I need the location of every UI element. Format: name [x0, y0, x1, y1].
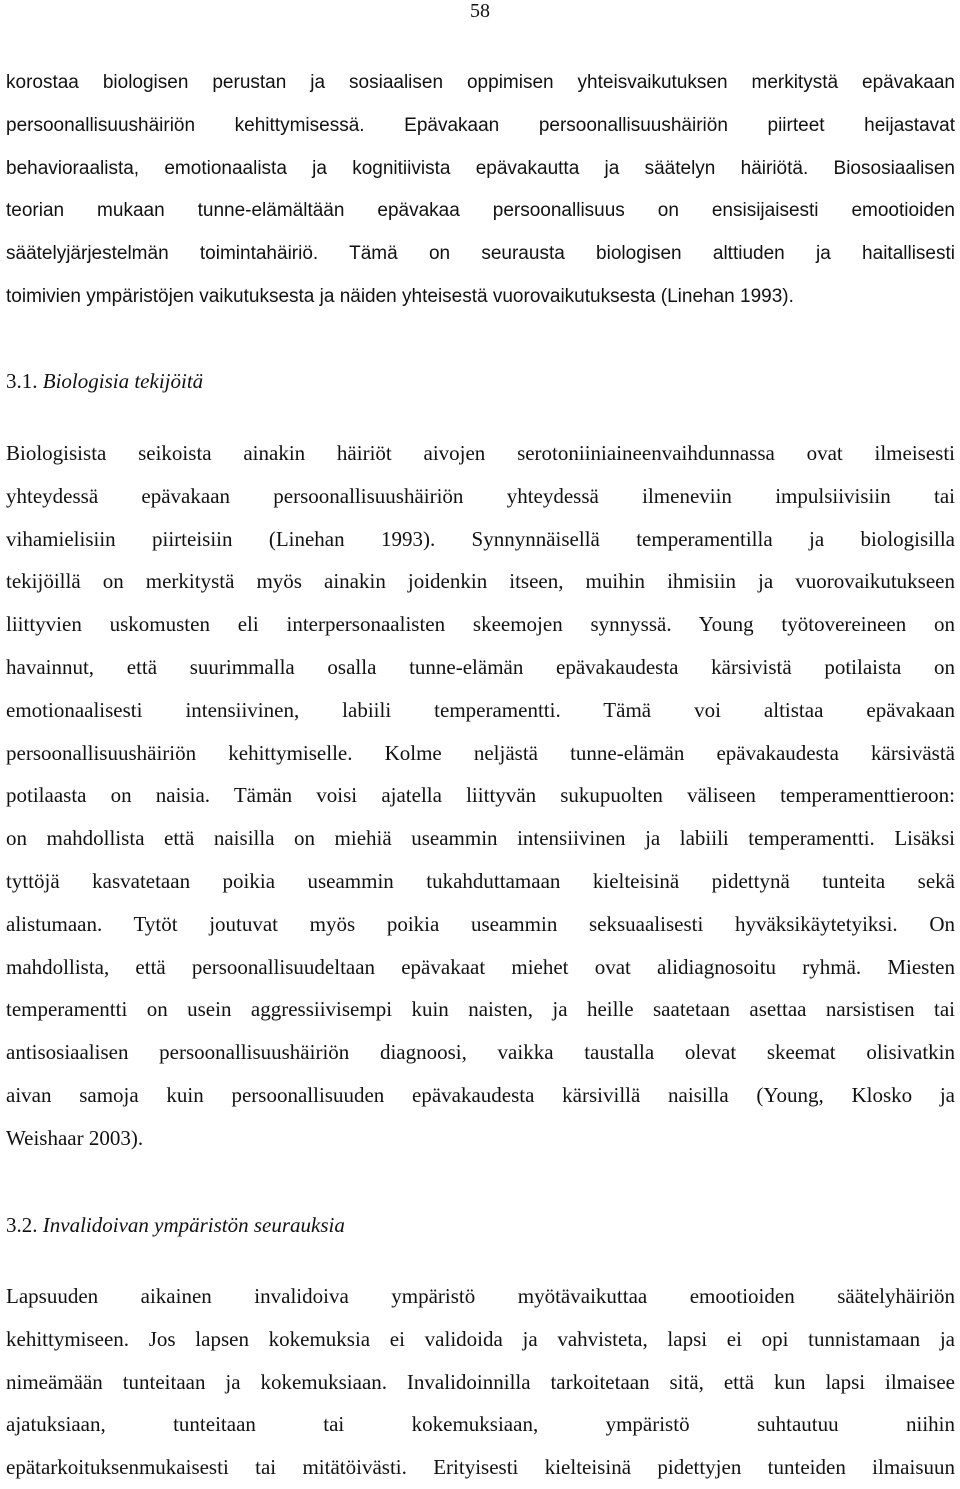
text-line: tyttöjä kasvatetaan poikia useammin tukahduttamaan kielteisinä pidettynä tunteita sekä [6, 868, 955, 893]
text-line: Lapsuuden aikainen invalidoiva ympäristö myötävaikuttaa emootioiden säätelyhäiriön [6, 1284, 955, 1308]
text-line: emotionaalisesti intensiivinen, labiili temperamentti. Tämä voi altistaa epävakaan [6, 697, 955, 722]
paragraph-intro [6, 62, 955, 319]
text-line: Weishaar 2003). [6, 1125, 144, 1150]
text-line: persoonallisuushäiriön kehittymiselle. Kolme neljästä tunne-elämän epävakaudesta kärsivästä [6, 740, 955, 765]
section-title: Biologisia tekijöitä [42, 369, 204, 393]
text-line: vihamielisiin piirteisiin (Linehan 1993). Synnynnäisellä temperamentilla ja biologisilla [6, 526, 955, 551]
paragraph-invalidating [6, 1275, 955, 1489]
text-line: alistumaan. Tytöt joutuvat myös poikia useammin seksuaalisesti hyväksikäytetyiksi. On [6, 911, 955, 936]
section-title: Invalidoivan ympäristön seurauksia [42, 1213, 345, 1237]
page-number: 58 [470, 0, 490, 22]
text-line: liittyvien uskomusten eli interpersonaalisten skeemojen synnyssä. Young työtovereineen on [6, 612, 955, 637]
text-line: on mahdollista että naisilla on miehiä useammin intensiivinen ja labiili temperamentti. Lisäksi [6, 826, 955, 851]
text-line: kehittymiseen. Jos lapsen kokemuksia ei validoida ja vahvisteta, lapsi ei opi tunnistamaan ja [6, 1326, 955, 1351]
section-heading-biological [6, 368, 203, 394]
section-number: 3.1. [6, 369, 38, 393]
text-line: tekijöillä on merkitystä myös ainakin joidenkin itseen, muihin ihmisiin ja vuorovaikutukseen [6, 569, 955, 594]
text-line: temperamentti on usein aggressiivisempi kuin naisten, ja heille saatetaan asettaa narsistisen tai [6, 997, 955, 1022]
text-line: mahdollista, että persoonallisuudeltaan epävakaat miehet ovat alidiagnosoitu ryhmä. Miesten [6, 954, 955, 979]
text-line: korostaa biologisen perustan ja sosiaalisen oppimisen yhteisvaikutuksen merkitystä epävakaan [6, 72, 955, 93]
text-line: havainnut, että suurimmalla osalla tunne-elämän epävakaudesta kärsivistä potilaista on [6, 654, 955, 679]
text-line: toimivien ympäristöjen vaikutuksesta ja näiden yhteisestä vuorovaikutuksesta (Linehan 1993). [6, 285, 794, 307]
text-line: behavioraalista, emotionaalista ja kognitiivista epävakautta ja säätelyn häiriötä. Biososiaalisen [6, 157, 955, 179]
text-line: yhteydessä epävakaan persoonallisuushäiriön yhteydessä ilmeneviin impulsiivisiin tai [6, 483, 955, 508]
text-line: epätarkoituksenmukaisesti tai mitätöivästi. Erityisesti kielteisinä pidettyjen tunteiden ilmaisuun [6, 1455, 955, 1480]
section-number: 3.2. [6, 1213, 38, 1237]
paragraph-biological [6, 432, 955, 1160]
text-line: ajatuksiaan, tunteitaan tai kokemuksiaan, ympäristö suhtautuu niihin [6, 1412, 955, 1437]
text-line: potilaasta on naisia. Tämän voisi ajatella liittyvän sukupuolten väliseen temperamenttieroon: [6, 783, 955, 808]
text-line: teorian mukaan tunne-elämältään epävakaa persoonallisuus on ensisijaisesti emootioiden [6, 200, 955, 222]
text-line: aivan samoja kuin persoonallisuuden epävakaudesta kärsivillä naisilla (Young, Klosko ja [6, 1082, 955, 1107]
text-line: Biologisista seikoista ainakin häiriöt aivojen serotoniiniaineenvaihdunnassa ovat ilmeisesti [6, 441, 955, 465]
text-line: nimeämään tunteitaan ja kokemuksiaan. Invalidoinnilla tarkoitetaan sitä, että kun lapsi ilmaisee [6, 1369, 955, 1394]
text-line: antisosiaalisen persoonallisuushäiriön diagnoosi, vaikka taustalla olevat skeemat olisivatkin [6, 1040, 955, 1065]
text-line: persoonallisuushäiriön kehittymisessä. Epävakaan persoonallisuushäiriön piirteet heijastavat [6, 114, 955, 136]
section-heading-invalidating [6, 1212, 345, 1238]
text-line: säätelyjärjestelmän toimintahäiriö. Tämä on seurausta biologisen alttiuden ja haitallisesti [6, 243, 955, 265]
